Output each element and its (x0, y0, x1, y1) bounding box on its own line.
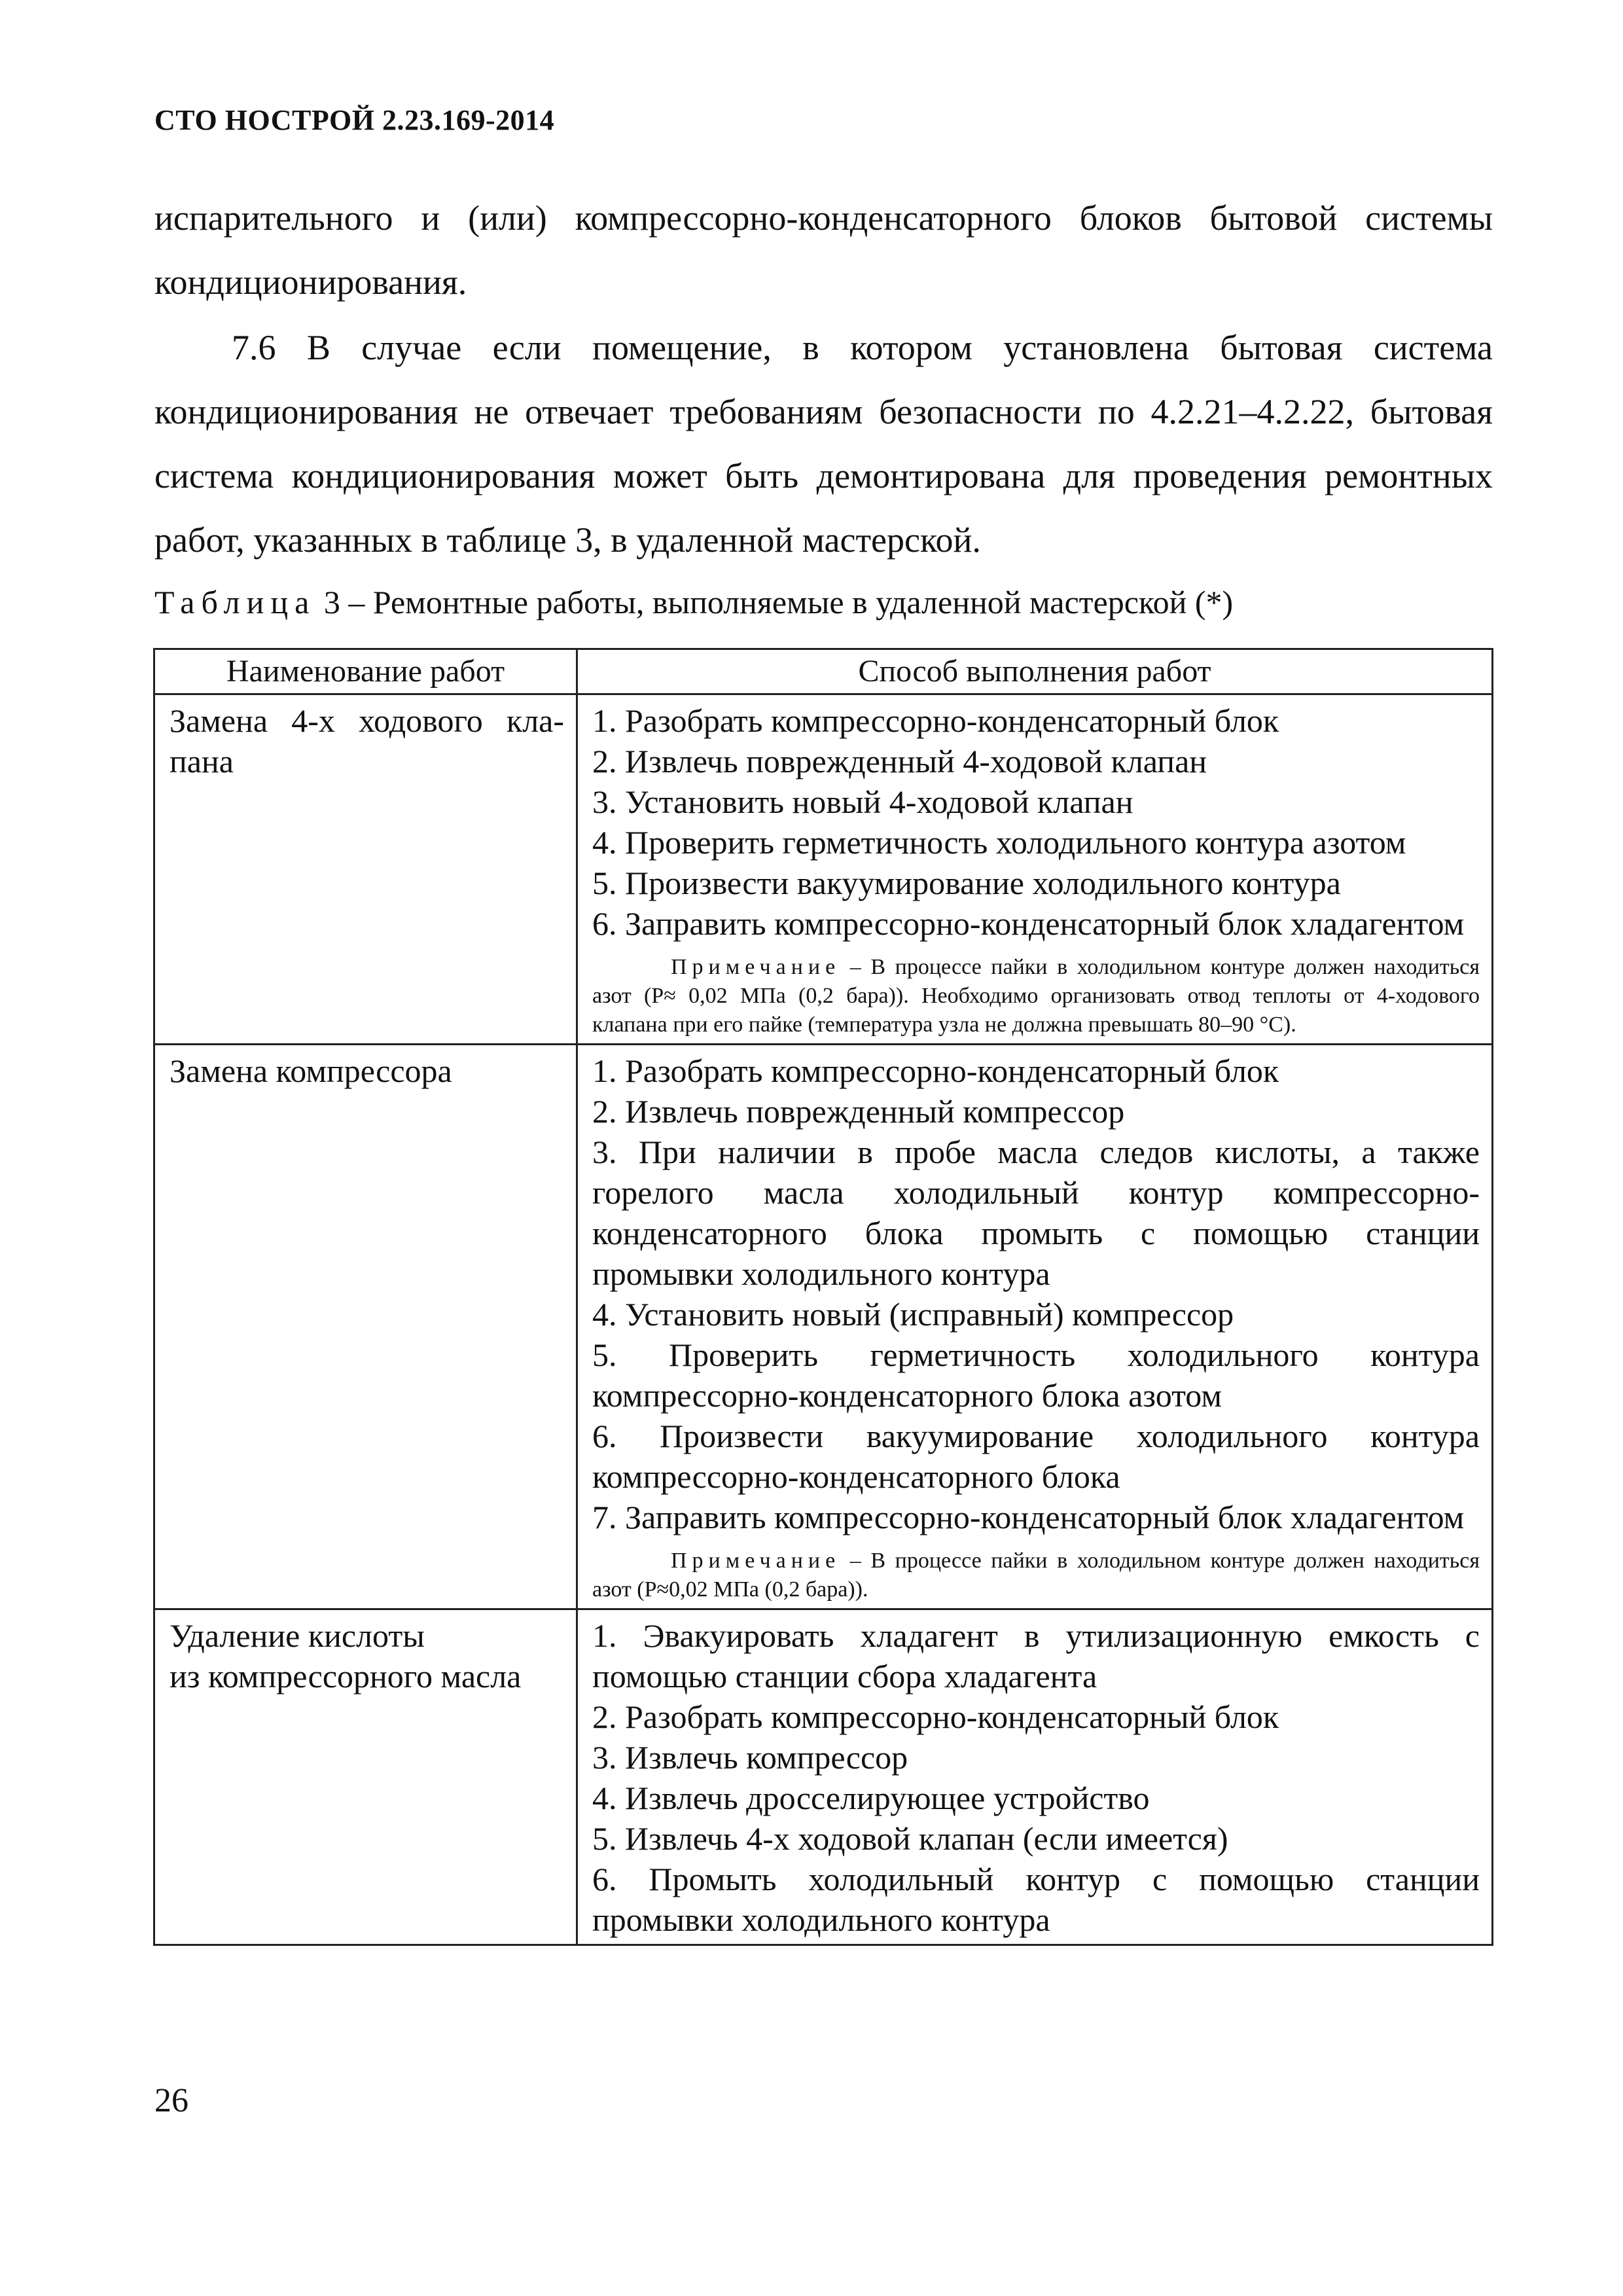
table-caption-label: Таблица (154, 584, 316, 620)
column-header-method: Способ выполнения работ (577, 649, 1493, 694)
step-item: 6. Заправить компрессорно-конденсаторный блок хладагентом (592, 905, 1465, 942)
step-item: 2. Извлечь поврежденный 4-ходовой клапан (592, 743, 1207, 780)
table-note (592, 953, 1480, 1039)
note-text: – В процессе пайки в холодильном контуре должен находиться азот (P≈0,02 МПа (0,2 бара)). (592, 1549, 1480, 1602)
method-cell (577, 1045, 1493, 1609)
step-item: 4. Установить новый (исправный) компрессор (592, 1296, 1234, 1333)
table-caption-number: 3 (323, 584, 340, 620)
work-name: Замена 4-х ходового кла-пана (169, 702, 564, 780)
step-item: 3. Извлечь компрессор (592, 1739, 908, 1776)
step-item: 6. Произвести вакуумирование холодильного контура компрессорно-конденсаторного блока (592, 1418, 1480, 1495)
table-row (154, 1609, 1493, 1945)
step-item: 2. Извлечь поврежденный компрессор (592, 1093, 1125, 1130)
work-name-line: Удаление кислоты (169, 1617, 425, 1654)
step-item: 3. Установить новый 4-ходовой клапан (592, 783, 1133, 820)
step-item: 4. Проверить герметичность холодильного контура азотом (592, 824, 1406, 861)
step-item: 6. Промыть холодильный контур с помощью станции промывки холодильного контура (592, 1861, 1480, 1938)
column-header-work-name: Наименование работ (154, 649, 577, 694)
step-item: 4. Извлечь дросселирующее устройство (592, 1780, 1150, 1816)
paragraph-7-6: 7.6 В случае если помещение, в котором установлена бытовая система кондиционирования не отвечает требованиям безопасности по 4.2.21–4.2.22, бытовая система кондиционирования может быть демонтирована для проведения ремонтных работ, указанных в таблице 3, в удаленной мастерской. (154, 328, 1493, 560)
document-code-header: СТО НОСТРОЙ 2.23.169-2014 (154, 104, 555, 136)
step-item: 1. Разобрать компрессорно-конденсаторный блок (592, 702, 1279, 739)
table-note (592, 1547, 1480, 1604)
step-item: 5. Произвести вакуумирование холодильного контура (592, 865, 1341, 901)
step-item: 1. Разобрать компрессорно-конденсаторный блок (592, 1052, 1279, 1089)
work-name-cell (154, 1045, 577, 1609)
step-item: 7. Заправить компрессорно-конденсаторный блок хладагентом (592, 1499, 1465, 1535)
step-item: 3. При наличии в пробе масла следов кислоты, а также горелого масла холодильный контур компрессорно-конденсаторного блока промыть с помощью станции промывки холодильного контура (592, 1134, 1480, 1292)
step-item: 1. Эвакуировать хладагент в утилизационную емкость с помощью станции сбора хладагента (592, 1617, 1480, 1695)
method-cell (577, 1609, 1493, 1945)
repair-works-table (153, 648, 1493, 1946)
table-row (154, 694, 1493, 1045)
table-row (154, 1045, 1493, 1609)
work-name-line: из компрессорного масла (169, 1658, 522, 1695)
method-cell (577, 694, 1493, 1045)
table-caption (154, 576, 1233, 628)
step-item: 2. Разобрать компрессорно-конденсаторный блок (592, 1698, 1279, 1735)
work-name: Замена компрессора (169, 1052, 452, 1089)
table-caption-text: – Ремонтные работы, выполняемые в удаленной мастерской (*) (348, 584, 1234, 620)
step-item: 5. Проверить герметичность холодильного контура компрессорно-конденсаторного блока азотом (592, 1336, 1480, 1414)
table-header-row (154, 649, 1493, 694)
work-name-cell (154, 694, 577, 1045)
work-name-cell (154, 1609, 577, 1945)
note-text: – В процессе пайки в холодильном контуре должен находиться азот (P≈ 0,02 МПа (0,2 бара)). Необходимо организовать отвод теплоты от 4-ходового клапана при его пайке (температура узла не должна превышать 80–90 °С). (592, 955, 1480, 1037)
page-number: 26 (154, 2082, 188, 2119)
step-item: 5. Извлечь 4-х ходовой клапан (если имеется) (592, 1820, 1228, 1857)
paragraph-continuation: испарительного и (или) компрессорно-конденсаторного блоков бытовой системы кондиционирования. (154, 198, 1493, 302)
note-label: Примечание (671, 955, 841, 979)
note-label: Примечание (671, 1549, 841, 1573)
